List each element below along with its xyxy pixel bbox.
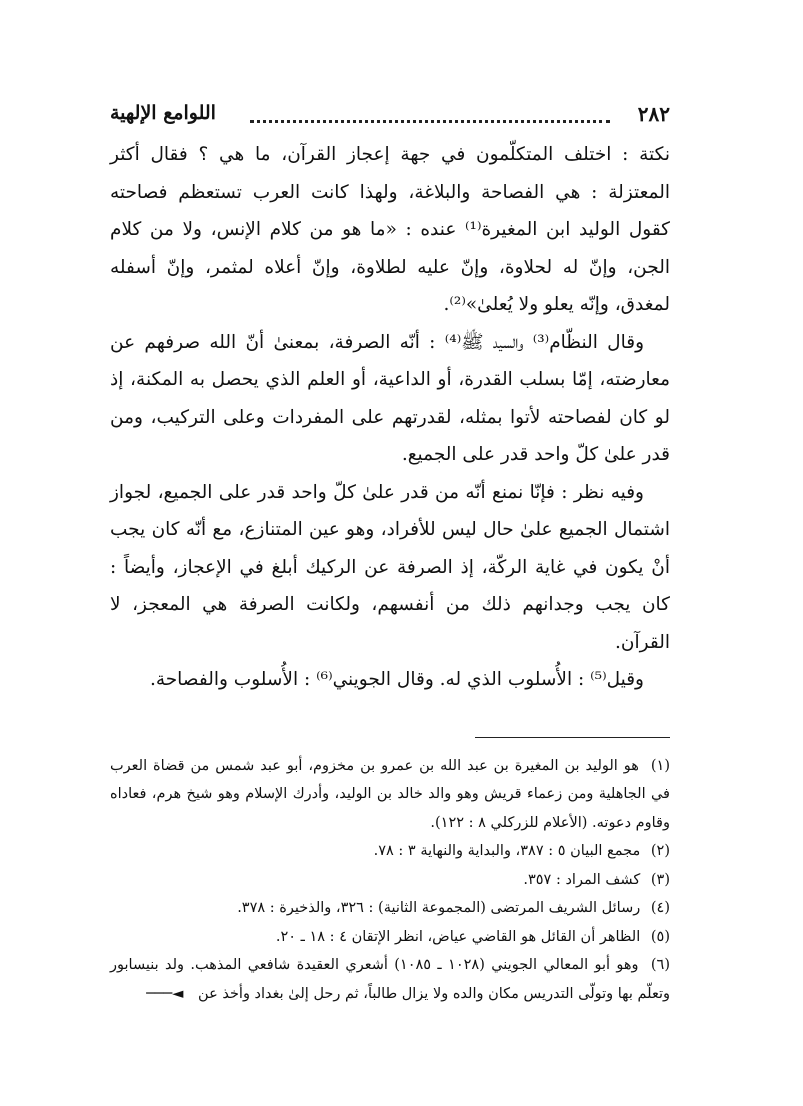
footnote-number: (٦) (650, 957, 671, 973)
main-text (110, 136, 670, 699)
footnote-number: (٤) (650, 900, 670, 916)
footnote-2 (110, 837, 670, 866)
footnote-number: (٣) (650, 871, 670, 888)
footnote-text: الظاهر أن القائل هو القاضي عياض، انظر الإتقان ٤ : ١٨ ـ ٢٠. (275, 928, 641, 945)
footnote-number: (٥) (650, 928, 670, 945)
footnote-number: (٢) (650, 843, 670, 859)
footnote-4 (110, 894, 670, 923)
footnotes (110, 752, 670, 1009)
footnote-1 (110, 752, 670, 838)
paragraph-nukta: نكتة : اختلف المتكلّمون في جهة إعجاز القرآن، ما هي ؟ فقال أكثر المعتزلة : هي الفصاحة والبلاغة، ولهذا كانت العرب تستعظم فصاحته كقول الوليد ابن المغيرة⁽¹⁾ عنده : «ما هو من كلام الإنس، ولا من كلام الجن، وإنّ له لحلاوة، وإنّ عليه لطلاوة، وإنّ أعلاه لمثمر، وإنّ أسفله لمغدق، وإنّه يعلو ولا يُعلىٰ»⁽²⁾. (110, 144, 670, 315)
paragraph-critique: وفيه نظر : فإنّا نمنع أنّه من قدر علىٰ كلّ واحد قدر على الجميع، لجواز اشتمال الجميع علىٰ حال ليس للأفراد، وهو عين المتنازع، مع أنّه كان يجب أنْ يكون في غاية الركّة، إذ الصرفة عن الركيك أبلغ في الإعجاز، وأيضاً : كان يجب وجدانهم ذلك من أنفسهم، ولكانت الصرفة هي المعجز، لا القرآن. (110, 481, 670, 653)
footnote-text: مجمع البيان ٥ : ٣٨٧، والبداية والنهاية ٣ : ٧٨. (373, 843, 641, 859)
running-header (110, 96, 670, 132)
footnote-5 (110, 923, 670, 952)
page-number: ٢٨٢ (637, 102, 670, 126)
footnote-text: هو الوليد بن المغيرة بن عبد الله بن عمرو بن مخزوم، أبو عبد شمس من قضاة العرب في الجاهلية ومن زعماء قريش وهو والد خالد بن الوليد، وأدرك الإسلام وهو شيخ هرم، فعاداه وقاوم دعوته. (الأعلام للزركلي ٨ : ١٢٢). (110, 757, 670, 831)
book-title: اللوامع الإلهية (110, 102, 216, 124)
footnote-text: رسائل الشريف المرتضى (المجموعة الثانية) : ٣٢٦، والذخيرة : ٣٧٨. (237, 900, 641, 916)
header-leader-dots (250, 120, 610, 123)
book-page (110, 96, 670, 1008)
footnote-3 (110, 866, 670, 895)
continuation-arrow-icon: ◄─── (146, 985, 184, 1002)
paragraph-sarfa: وقال النظّام⁽³⁾ والسيد ﷺ⁽⁴⁾ : أنّه الصرفة، بمعنىٰ أنّ الله صرفهم عن معارضته، إمّا بسلب القدرة، أو الداعية، أو العلم الذي يحصل به المكنة، إذ لو كان لفصاحته لأتوا بمثله، لقدرتهم على المفردات وعلى التركيب، ومن قدر علىٰ كلّ واحد قدر على الجميع. (110, 331, 670, 465)
footnote-text: كشف المراد : ٣٥٧. (523, 871, 641, 888)
footnote-separator (110, 737, 670, 738)
footnote-6 (110, 951, 670, 1008)
footnote-text: وهو أبو المعالي الجويني (١٠٢٨ ـ ١٠٨٥) أشعري العقيدة شافعي المذهب. ولد بنيسابور وتعلّم بها وتولّى التدريس مكان والده ولا يزال طالباً، ثم رحل إلىٰ بغداد وأخذ عن (110, 957, 670, 1002)
paragraph-uslub: وقيل⁽⁵⁾ : الأُسلوب الذي له. وقال الجويني⁽⁶⁾ : الأُسلوب والفصاحة. (149, 669, 644, 690)
footnote-number: (١) (650, 757, 670, 774)
